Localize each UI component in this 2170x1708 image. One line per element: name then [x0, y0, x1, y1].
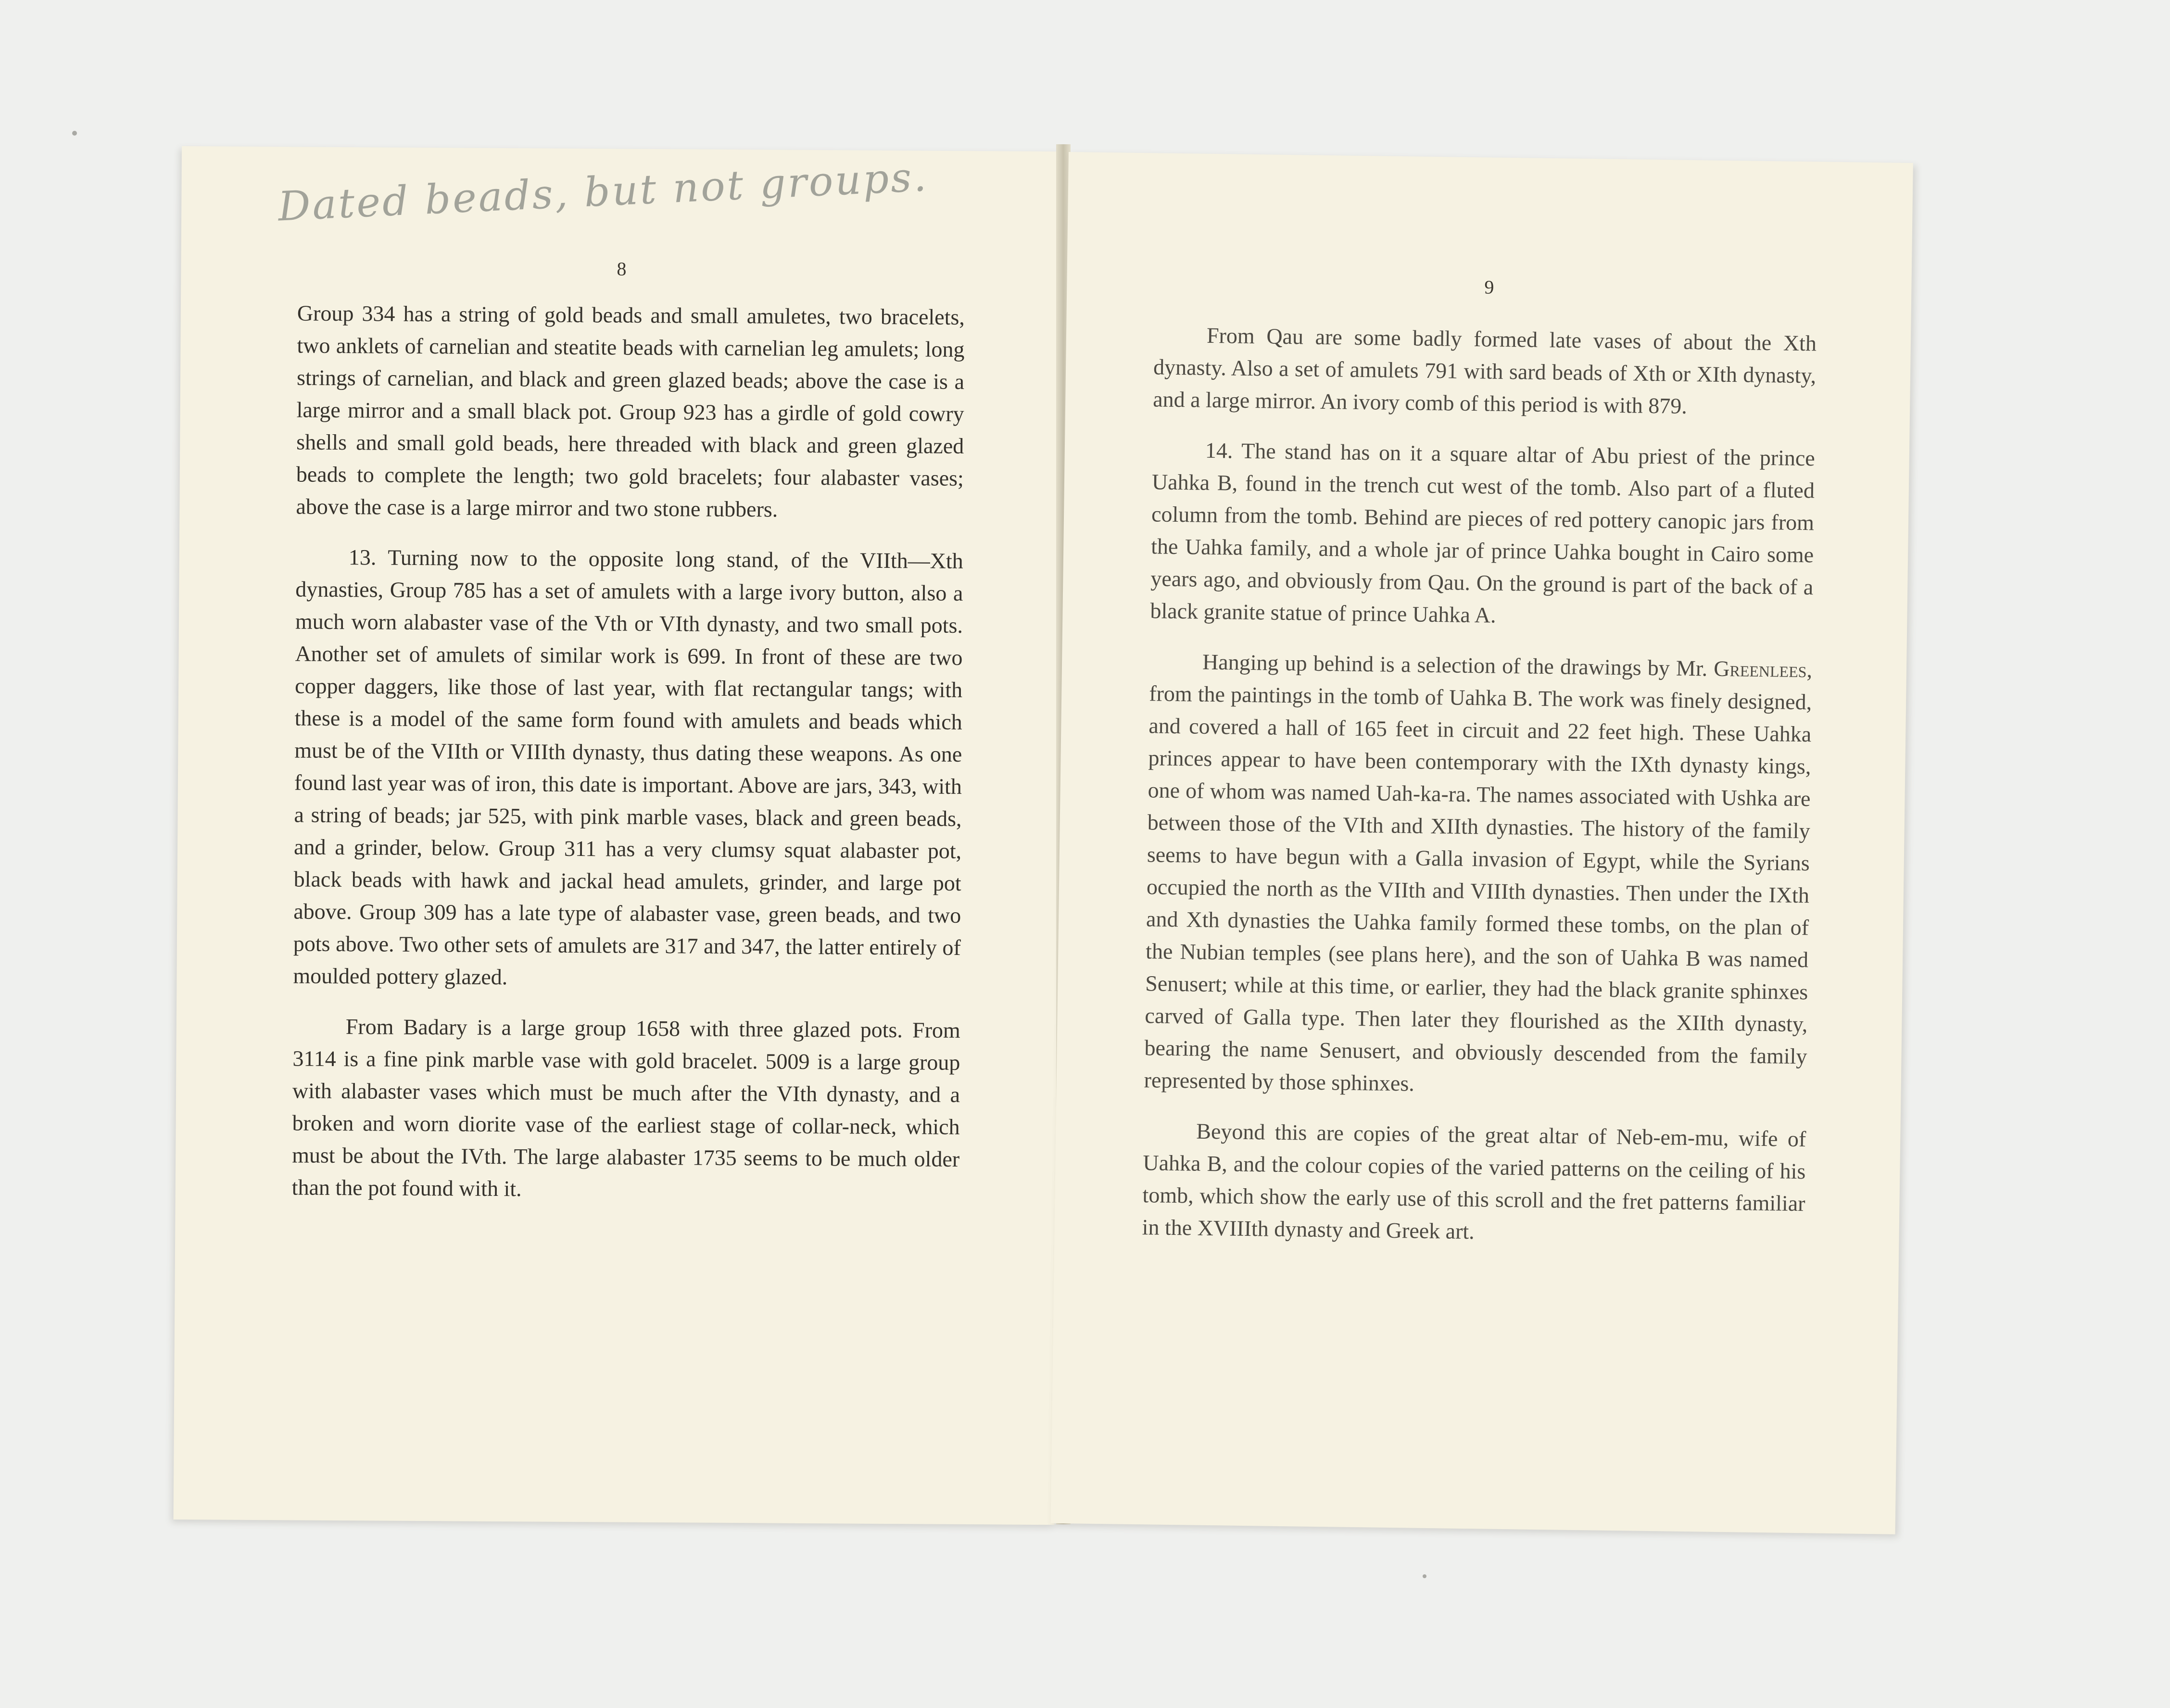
paragraph: From Badary is a large group 1658 with three glazed pots. From 3114 is a fine pink marble vase with gold bracelet. 5009 is a large group with alabaster vases which must be much after the VIth dynasty, and a broken and worn diorite vase of the earliest stage of collar-neck, which must be about the IVth. The large alabaster 1735 seems to be much older than the pot found with it.	[291, 1014, 960, 1201]
left-page-text	[291, 297, 965, 1225]
dust-speck	[1423, 1574, 1426, 1578]
handwritten-annotation: Dated beads, but not groups.	[277, 153, 929, 230]
paragraph-text: Hanging up behind is a selection of the drawings by Mr.	[1202, 649, 1714, 681]
right-page	[1051, 152, 1913, 1534]
paragraph: 13. Turning now to the opposite long stand, of the VIIth—Xth dynasties, Group 785 has a set of amulets with a large ivory button, also a much worn alabaster vase of the Vth or VIth dynasty, and two small pots. Another set of amulets of similar work is 699. In front of these are two copper daggers, like those of last year, with flat rectangular tangs; with these is a model of the same form found with amulets and beads which must be of the VIIth or VIIIth dynasty, thus dating these weapons. As one found last year was of iron, this date is important. Above are jars, 343, with a string of beads; jar 525, with pink marble vases, black and green beads, and a grinder, below. Group 311 has a very clumsy squat alabaster pot, black beads with hawk and jackal head amulets, grinder, and large pot above. Group 309 has a late type of alabaster vase, green beads, and two pots above. Two other sets of amulets are 317 and 347, the latter entirely of moulded pottery glazed.	[293, 545, 963, 990]
left-page	[174, 146, 1063, 1525]
paragraph: Beyond this are copies of the great altar of Neb-em-mu, wife of Uahka B, and the colour copies of the varied patterns on the ceiling of his tomb, which show the early use of this scroll and the fret patterns familiar in the XVIIIth dynasty and Greek art.	[1142, 1118, 1806, 1244]
paragraph-text: , from the paintings in the tomb of Uahka B. The work was finely designed, and covered a hall of 165 feet in circuit and 22 feet high. These Uahka princes appear to have been contemporary with the IXth dynasty kings, one of whom was named Uah-ka-ra. The names associated with Ushka are between those of the VIth and XIIth dynasties. The history of the family seems to have begun with a Galla invasion of Egypt, while the Syrians occupied the north as the VIIth and VIIIth dynasties. Then under the IXth and Xth dynasties the Uahka family formed these tombs, on the plan of the Nubian temples (see plans here), and the son of Uahka B was named Senusert; while at this time, or earlier, they had the black granite sphinxes carved of Galla type. Then later they flourished as the XIIth dynasty, bearing the name Senusert, and obviously descended from the family represented by those sphinxes.	[1144, 657, 1813, 1096]
paragraph: From Qau are some badly formed late vases of about the Xth dynasty. Also a set of amulets 791 with sard beads of Xth or XIth dynasty, and a large mirror. An ivory comb of this period is with 879.	[1152, 323, 1817, 418]
paragraph	[1144, 645, 1812, 1105]
right-page-text	[1142, 318, 1817, 1270]
paragraph: 14. The stand has on it a square altar of Abu priest of the prince Uahka B, found in the trench cut west of the tomb. Also part of a fluted column from the tomb. Behind are pieces of red pottery canopic jars from the Uahka family, and a whole jar of prince Uahka bought in Cairo some years ago, and obviously from Qau. On the ground is part of the back of a black granite statue of prince Uahka A.	[1150, 438, 1816, 628]
page-number: 8	[617, 258, 627, 280]
dust-speck	[72, 131, 77, 136]
paragraph: Group 334 has a string of gold beads and small amuletes, two bracelets, two anklets of carnelian and steatite beads with carnelian leg amulets; long strings of carnelian, and black and green glazed beads; above the case is a large mirror and a small black pot. Group 923 has a girdle of gold cowry shells and small gold beads, here threaded with black and green glazed beads to complete the length; two gold bracelets; four alabaster vases; above the case is a large mirror and two stone rubbers.	[296, 301, 965, 522]
person-name: Greenlees	[1714, 656, 1807, 682]
page-number: 9	[1484, 276, 1494, 298]
